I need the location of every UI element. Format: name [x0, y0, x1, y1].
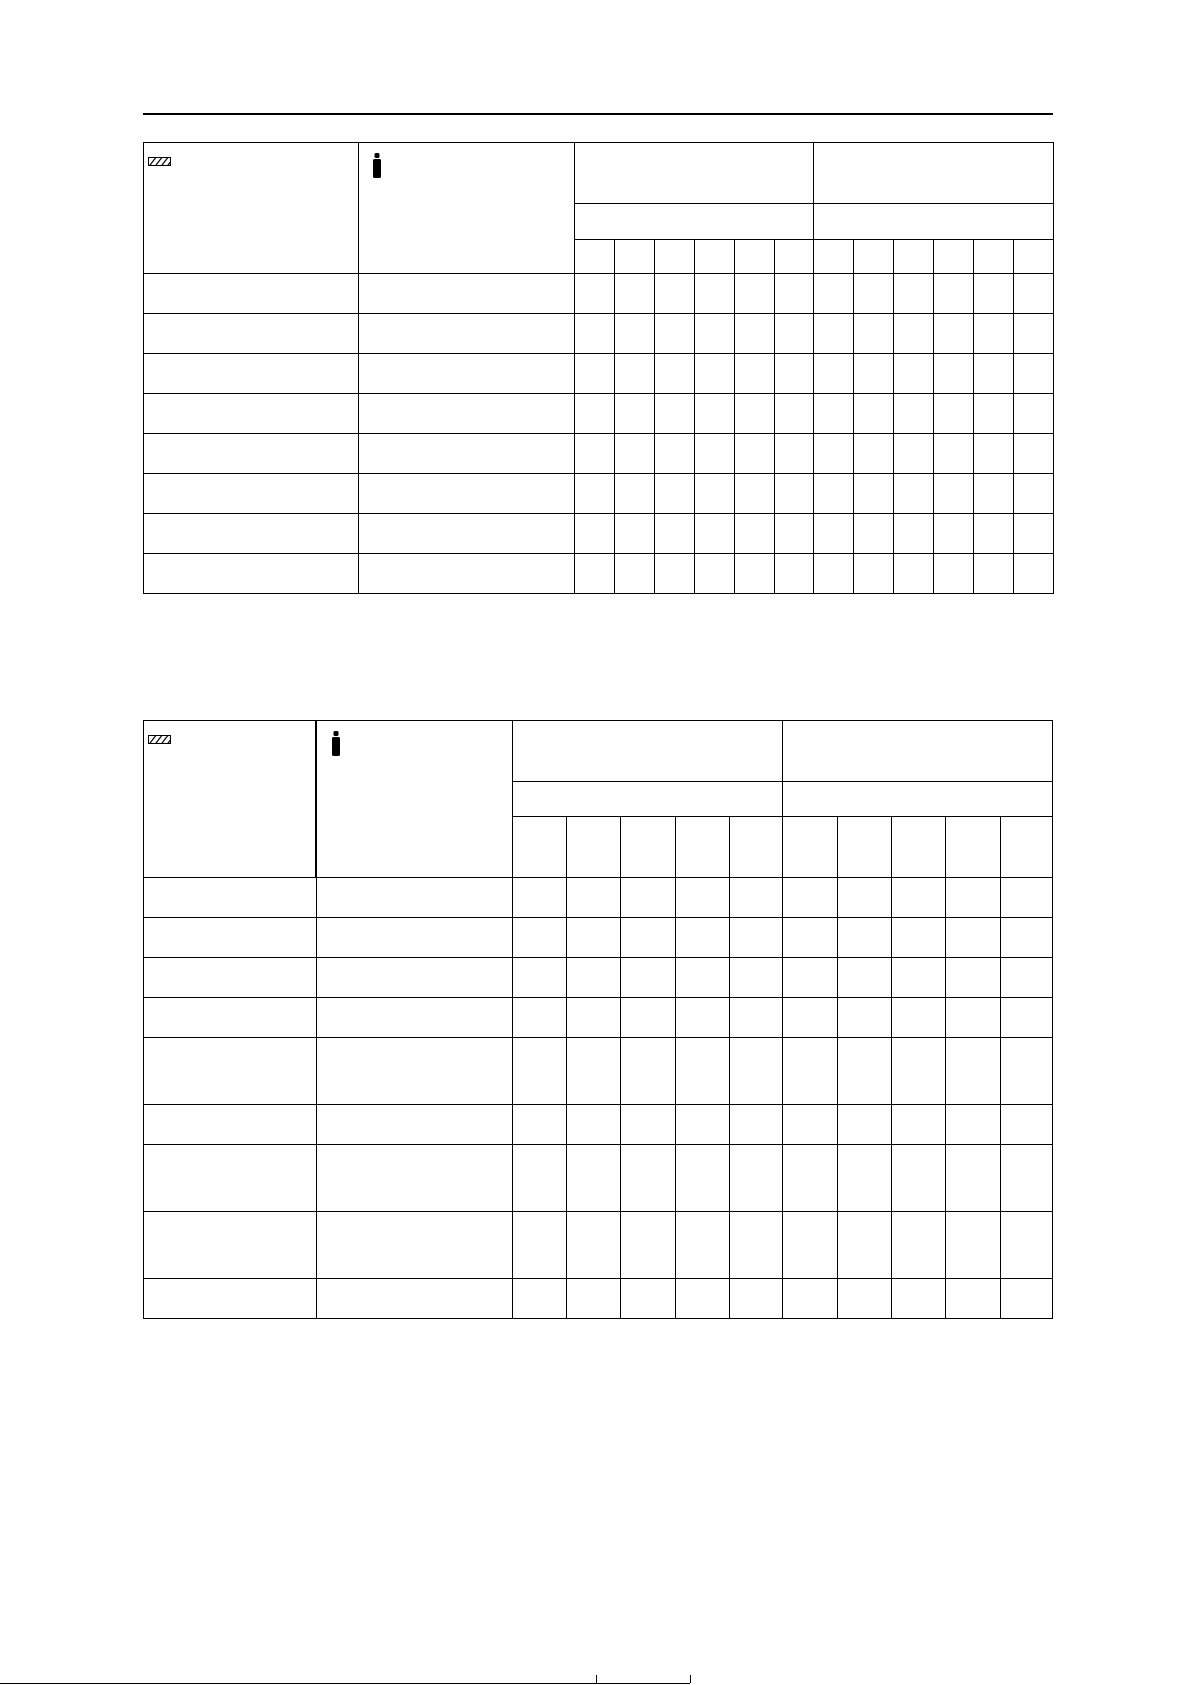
row-sublabel-cell — [316, 998, 513, 1038]
data-cell — [729, 878, 782, 918]
data-cell — [695, 274, 735, 314]
data-cell — [946, 1212, 1000, 1279]
data-cell — [567, 958, 621, 998]
data-cell — [1000, 1212, 1052, 1279]
data-cell — [974, 474, 1014, 514]
data-cell — [946, 998, 1000, 1038]
data-cell — [513, 1279, 567, 1319]
table-row — [144, 1038, 1053, 1105]
row-sublabel-cell — [316, 918, 513, 958]
data-cell — [1014, 394, 1054, 434]
table-row — [144, 1212, 1053, 1279]
data-cell — [675, 878, 729, 918]
data-cell — [782, 1105, 837, 1145]
row-sublabel-cell — [359, 434, 575, 474]
footer-rule — [0, 1683, 690, 1684]
data-cell — [575, 354, 615, 394]
data-cell — [892, 998, 946, 1038]
row-sublabel-cell — [359, 474, 575, 514]
data-cell — [735, 274, 775, 314]
table-row — [144, 554, 1054, 594]
data-cell — [782, 1279, 837, 1319]
data-cell — [894, 354, 934, 394]
column-header — [615, 240, 655, 274]
data-cell — [892, 1145, 946, 1212]
data-cell — [838, 958, 892, 998]
data-cell — [621, 878, 675, 918]
data-cell — [1000, 878, 1052, 918]
table-row — [144, 1279, 1053, 1319]
row-sublabel-cell — [316, 958, 513, 998]
data-cell — [575, 274, 615, 314]
data-cell — [621, 1145, 675, 1212]
row-label-cell — [144, 314, 359, 354]
data-cell — [615, 314, 655, 354]
data-cell — [675, 958, 729, 998]
row-label-cell — [144, 1145, 317, 1212]
data-cell — [946, 1145, 1000, 1212]
data-cell — [735, 554, 775, 594]
data-cell — [782, 1145, 837, 1212]
data-cell — [838, 1212, 892, 1279]
data-cell — [729, 1145, 782, 1212]
column-header — [1000, 817, 1052, 878]
table-row — [144, 394, 1054, 434]
row-sublabel-cell — [359, 314, 575, 354]
data-cell — [974, 274, 1014, 314]
data-cell — [854, 434, 894, 474]
data-cell — [1000, 1038, 1052, 1105]
data-cell — [655, 354, 695, 394]
data-cell — [513, 998, 567, 1038]
data-cell — [513, 1145, 567, 1212]
data-cell — [729, 1212, 782, 1279]
data-cell — [735, 434, 775, 474]
row-label-cell — [144, 434, 359, 474]
data-cell — [838, 1145, 892, 1212]
data-cell — [775, 274, 814, 314]
table-1 — [143, 142, 1054, 594]
data-cell — [974, 314, 1014, 354]
data-cell — [1000, 918, 1052, 958]
header-cell-icon-b — [359, 143, 575, 274]
data-cell — [892, 918, 946, 958]
data-cell — [729, 1279, 782, 1319]
data-cell — [615, 434, 655, 474]
data-cell — [735, 354, 775, 394]
data-cell — [814, 394, 854, 434]
row-label-cell — [144, 1105, 317, 1145]
hatched-square-icon — [148, 157, 171, 166]
data-cell — [974, 434, 1014, 474]
data-cell — [1000, 998, 1052, 1038]
data-cell — [814, 434, 854, 474]
table-row — [144, 1105, 1053, 1145]
row-label-cell — [144, 998, 317, 1038]
group-subheader-1 — [513, 782, 783, 817]
data-cell — [894, 514, 934, 554]
data-cell — [615, 554, 655, 594]
column-header — [655, 240, 695, 274]
data-cell — [729, 918, 782, 958]
data-cell — [575, 434, 615, 474]
data-cell — [854, 274, 894, 314]
data-cell — [892, 1038, 946, 1105]
data-cell — [838, 1279, 892, 1319]
data-cell — [934, 474, 974, 514]
column-header — [775, 240, 814, 274]
data-cell — [1014, 434, 1054, 474]
data-cell — [1014, 314, 1054, 354]
data-cell — [894, 474, 934, 514]
data-cell — [838, 918, 892, 958]
data-cell — [621, 1105, 675, 1145]
row-label-cell — [144, 474, 359, 514]
group-subheader-2 — [782, 782, 1052, 817]
column-header — [974, 240, 1014, 274]
data-cell — [1014, 554, 1054, 594]
data-cell — [621, 1279, 675, 1319]
data-cell — [775, 314, 814, 354]
header-cell-icon-a — [144, 143, 359, 274]
data-cell — [782, 958, 837, 998]
column-header — [838, 817, 892, 878]
data-cell — [695, 554, 735, 594]
data-cell — [735, 514, 775, 554]
column-header — [854, 240, 894, 274]
data-cell — [854, 354, 894, 394]
row-label-cell — [144, 1038, 317, 1105]
data-cell — [775, 474, 814, 514]
data-cell — [615, 474, 655, 514]
data-cell — [775, 354, 814, 394]
data-cell — [695, 314, 735, 354]
data-cell — [695, 434, 735, 474]
data-cell — [854, 554, 894, 594]
row-sublabel-cell — [316, 878, 513, 918]
data-cell — [974, 554, 1014, 594]
table-row — [144, 1145, 1053, 1212]
column-header — [892, 817, 946, 878]
data-cell — [974, 394, 1014, 434]
data-cell — [775, 514, 814, 554]
table-row — [144, 434, 1054, 474]
data-cell — [567, 1279, 621, 1319]
row-sublabel-cell — [316, 1212, 513, 1279]
table-row — [144, 514, 1054, 554]
table-row — [144, 314, 1054, 354]
data-cell — [934, 514, 974, 554]
row-sublabel-cell — [359, 514, 575, 554]
data-cell — [775, 554, 814, 594]
data-cell — [814, 514, 854, 554]
data-cell — [615, 514, 655, 554]
data-cell — [567, 1038, 621, 1105]
data-cell — [655, 554, 695, 594]
table-row — [144, 878, 1053, 918]
data-cell — [695, 514, 735, 554]
data-cell — [946, 878, 1000, 918]
data-cell — [575, 474, 615, 514]
row-label-cell — [144, 918, 317, 958]
row-label-cell — [144, 394, 359, 434]
table-row — [144, 474, 1054, 514]
data-cell — [775, 434, 814, 474]
column-header — [894, 240, 934, 274]
group-subheader-2 — [814, 204, 1054, 240]
group-subheader-1 — [575, 204, 814, 240]
group-header-2 — [782, 721, 1052, 782]
data-cell — [934, 274, 974, 314]
row-sublabel-cell — [316, 1038, 513, 1105]
data-cell — [675, 1212, 729, 1279]
data-cell — [892, 1212, 946, 1279]
table-row — [144, 998, 1053, 1038]
data-cell — [675, 1279, 729, 1319]
data-cell — [946, 918, 1000, 958]
data-cell — [854, 394, 894, 434]
row-sublabel-cell — [316, 1105, 513, 1145]
data-cell — [946, 1105, 1000, 1145]
data-cell — [946, 1279, 1000, 1319]
column-header — [675, 817, 729, 878]
data-cell — [934, 354, 974, 394]
data-cell — [1000, 1105, 1052, 1145]
data-cell — [782, 1038, 837, 1105]
data-cell — [655, 314, 695, 354]
data-cell — [854, 474, 894, 514]
data-cell — [782, 1212, 837, 1279]
data-cell — [567, 1105, 621, 1145]
header-cell-icon-b — [316, 721, 513, 878]
data-cell — [567, 1212, 621, 1279]
data-cell — [814, 554, 854, 594]
data-cell — [892, 1279, 946, 1319]
data-cell — [575, 314, 615, 354]
data-cell — [934, 314, 974, 354]
column-header — [814, 240, 854, 274]
row-sublabel-cell — [316, 1279, 513, 1319]
row-sublabel-cell — [359, 354, 575, 394]
data-cell — [838, 998, 892, 1038]
data-cell — [854, 514, 894, 554]
data-cell — [735, 394, 775, 434]
data-cell — [567, 878, 621, 918]
data-cell — [1014, 274, 1054, 314]
row-label-cell — [144, 958, 317, 998]
gas-bottle-icon — [371, 153, 383, 179]
data-cell — [567, 1145, 621, 1212]
row-label-cell — [144, 274, 359, 314]
column-header — [567, 817, 621, 878]
data-cell — [575, 514, 615, 554]
data-cell — [892, 958, 946, 998]
data-cell — [974, 514, 1014, 554]
footer-tick — [596, 1675, 597, 1683]
data-cell — [675, 918, 729, 958]
data-cell — [695, 354, 735, 394]
data-cell — [729, 1038, 782, 1105]
data-cell — [814, 474, 854, 514]
data-cell — [782, 918, 837, 958]
data-cell — [513, 1212, 567, 1279]
table-row — [144, 918, 1053, 958]
data-cell — [838, 878, 892, 918]
data-cell — [513, 1038, 567, 1105]
data-cell — [894, 434, 934, 474]
data-cell — [946, 958, 1000, 998]
data-cell — [655, 434, 695, 474]
data-cell — [814, 314, 854, 354]
data-cell — [814, 354, 854, 394]
data-cell — [946, 1038, 1000, 1105]
data-cell — [567, 918, 621, 958]
row-label-cell — [144, 878, 317, 918]
group-header-1 — [575, 143, 814, 204]
top-rule — [143, 113, 1053, 115]
data-cell — [838, 1038, 892, 1105]
column-header — [934, 240, 974, 274]
hatched-square-icon — [148, 735, 171, 744]
data-cell — [621, 918, 675, 958]
row-sublabel-cell — [359, 274, 575, 314]
data-cell — [782, 998, 837, 1038]
data-cell — [513, 878, 567, 918]
column-header — [729, 817, 782, 878]
data-cell — [894, 554, 934, 594]
data-cell — [695, 394, 735, 434]
data-cell — [729, 998, 782, 1038]
group-header-1 — [513, 721, 783, 782]
data-cell — [974, 354, 1014, 394]
data-cell — [892, 878, 946, 918]
data-cell — [655, 514, 695, 554]
data-cell — [894, 394, 934, 434]
header-cell-icon-a — [144, 721, 317, 878]
data-cell — [621, 1038, 675, 1105]
gas-bottle-icon — [330, 731, 342, 757]
row-label-cell — [144, 514, 359, 554]
column-header — [575, 240, 615, 274]
data-cell — [892, 1105, 946, 1145]
row-label-cell — [144, 1212, 317, 1279]
data-cell — [621, 1212, 675, 1279]
row-label-cell — [144, 354, 359, 394]
data-cell — [513, 1105, 567, 1145]
row-sublabel-cell — [316, 1145, 513, 1212]
data-cell — [1014, 514, 1054, 554]
data-cell — [1000, 1279, 1052, 1319]
data-cell — [575, 394, 615, 434]
data-cell — [775, 394, 814, 434]
data-cell — [854, 314, 894, 354]
data-cell — [695, 474, 735, 514]
data-cell — [621, 958, 675, 998]
data-cell — [1000, 1145, 1052, 1212]
column-header — [735, 240, 775, 274]
column-header — [782, 817, 837, 878]
row-label-cell — [144, 554, 359, 594]
column-header — [1014, 240, 1054, 274]
table-2 — [143, 720, 1053, 1319]
data-cell — [735, 474, 775, 514]
data-cell — [814, 274, 854, 314]
data-cell — [567, 998, 621, 1038]
footer-tick — [690, 1675, 691, 1683]
table-row — [144, 354, 1054, 394]
table-row — [144, 958, 1053, 998]
data-cell — [655, 474, 695, 514]
column-header — [621, 817, 675, 878]
row-sublabel-cell — [359, 554, 575, 594]
column-header — [946, 817, 1000, 878]
data-cell — [934, 554, 974, 594]
data-cell — [513, 918, 567, 958]
data-cell — [1000, 958, 1052, 998]
data-cell — [1014, 474, 1054, 514]
data-cell — [838, 1105, 892, 1145]
data-cell — [655, 274, 695, 314]
data-cell — [782, 878, 837, 918]
data-cell — [615, 394, 655, 434]
data-cell — [621, 998, 675, 1038]
column-header — [513, 817, 567, 878]
row-sublabel-cell — [359, 394, 575, 434]
data-cell — [615, 354, 655, 394]
column-header — [695, 240, 735, 274]
data-cell — [513, 958, 567, 998]
data-cell — [934, 434, 974, 474]
data-cell — [655, 394, 695, 434]
data-cell — [894, 274, 934, 314]
group-header-2 — [814, 143, 1054, 204]
data-cell — [675, 1038, 729, 1105]
data-cell — [729, 1105, 782, 1145]
data-cell — [894, 314, 934, 354]
data-cell — [615, 274, 655, 314]
data-cell — [934, 394, 974, 434]
data-cell — [729, 958, 782, 998]
data-cell — [675, 1105, 729, 1145]
data-cell — [675, 998, 729, 1038]
data-cell — [735, 314, 775, 354]
table-row — [144, 274, 1054, 314]
data-cell — [675, 1145, 729, 1212]
row-label-cell — [144, 1279, 317, 1319]
data-cell — [1014, 354, 1054, 394]
data-cell — [575, 554, 615, 594]
